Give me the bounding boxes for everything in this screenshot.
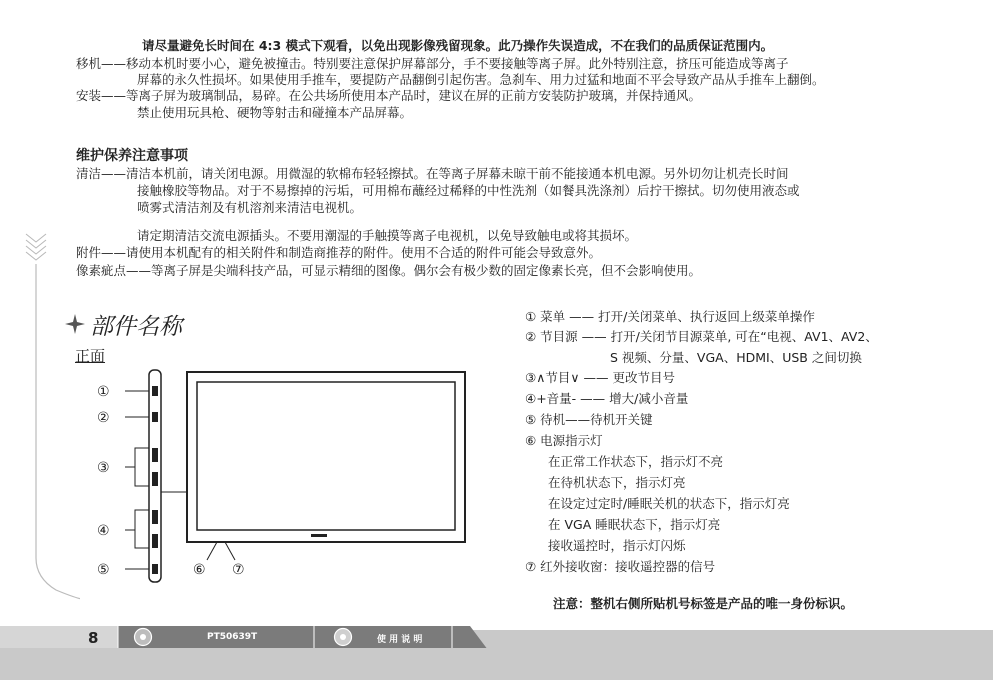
callout-number: ① — [97, 384, 110, 400]
disc-icon — [133, 627, 153, 647]
list-item: ④+音量- —— 增大/减小音量 — [525, 391, 689, 406]
page-title: 部件名称 — [90, 314, 182, 340]
list-item: 接收遥控时，指示灯闪烁 — [548, 538, 686, 553]
list-item: 在设定过定时/睡眠关机的状态下，指示灯亮 — [548, 496, 790, 511]
list-item: 在待机状态下，指示灯亮 — [548, 475, 686, 490]
list-item: ② 节目源 —— 打开/关闭节目源菜单, 可在“电视、AV1、AV2、 — [525, 329, 878, 344]
decorative-side-line — [20, 228, 80, 620]
list-item: 在 VGA 睡眠状态下，指示灯亮 — [548, 517, 721, 532]
callout-number: ⑤ — [97, 562, 110, 578]
sparkle-icon — [64, 313, 86, 335]
callout-number: ⑥ — [193, 562, 206, 578]
disc-icon — [333, 627, 353, 647]
list-item: ⑥ 电源指示灯 — [525, 433, 603, 448]
list-item: S 视频、分量、VGA、HDMI、USB 之间切换 — [610, 350, 862, 365]
chevron-down-icon — [26, 234, 46, 260]
callout-number: ④ — [97, 523, 110, 539]
list-item: ③∧节目∨ —— 更改节目号 — [525, 370, 675, 385]
text-line: 清洁——清洁本机前，请关闭电源。用微湿的软棉布轻轻擦拭。在等离子屏幕未晾干前不能接通本机电源。另外切勿让机壳长时间 — [76, 166, 789, 181]
tv-screen — [197, 382, 455, 530]
callout-number: ③ — [97, 460, 110, 476]
manual-title: 使 用 说 明 — [377, 635, 423, 645]
text-line: 像素疵点——等离子屏是尖端科技产品，可显示精细的图像。偶尔会有极少数的固定像素长亮，但不会影响使用。 — [76, 263, 702, 278]
text-line: 安装——等离子屏为玻璃制品，易碎。在公共场所使用本产品时，建议在屏的正前方安装防护玻璃，并保持通风。 — [76, 88, 702, 103]
page-number: 8 — [88, 629, 99, 647]
callout-number: ② — [97, 410, 110, 426]
text-line: 请定期清洁交流电源插头。不要用潮湿的手触摸等离子电视机，以免导致触电或将其损坏。 — [137, 228, 638, 243]
text-line: 移机——移动本机时要小心，避免被撞击。特别要注意保护屏幕部分，手不要接触等离子屏。此外特别注意，挤压可能造成等离子 — [76, 56, 789, 71]
callout-number: ⑦ — [232, 562, 245, 578]
text-line: 接触橡胶等物品。对于不易擦掉的污垢，可用棉布蘸经过稀释的中性洗剂（如餐具洗涤剂）后拧干擦拭。切勿使用液态或 — [137, 183, 800, 198]
list-item: ⑤ 待机——待机开关键 — [525, 412, 653, 427]
tv-front-diagram — [85, 368, 470, 590]
text-line: 附件——请使用本机配有的相关附件和制造商推荐的附件。使用不合适的附件可能会导致意外。 — [76, 245, 602, 260]
section-heading: 维护保养注意事项 — [76, 148, 188, 164]
note-text: 注意：整机右侧所贴机号标签是产品的唯一身份标识。 — [553, 596, 854, 611]
list-item: ⑦ 红外接收窗：接收遥控器的信号 — [525, 559, 716, 574]
list-item: 在正常工作状态下，指示灯不亮 — [548, 454, 724, 469]
model-number: PT50639T — [207, 632, 258, 642]
text-line: 请尽量避免长时间在 4:3 模式下观看，以免出现影像残留现象。此乃操作失误造成，不在我们的品质保证范围内。 — [142, 38, 774, 53]
text-line: 禁止使用玩具枪、硬物等射击和碰撞本产品屏幕。 — [137, 105, 413, 120]
subheading-front: 正面 — [75, 347, 106, 365]
text-line: 屏幕的永久性损坏。如果使用手推车，要提防产品翻倒引起伤害。急刹车、用力过猛和地面不平会导致产品从手推车上翻倒。 — [137, 72, 825, 87]
list-item: ① 菜单 —— 打开/关闭菜单、执行返回上级菜单操作 — [525, 309, 815, 324]
text-line: 喷雾式清洁剂及有机溶剂来清洁电视机。 — [137, 200, 363, 215]
